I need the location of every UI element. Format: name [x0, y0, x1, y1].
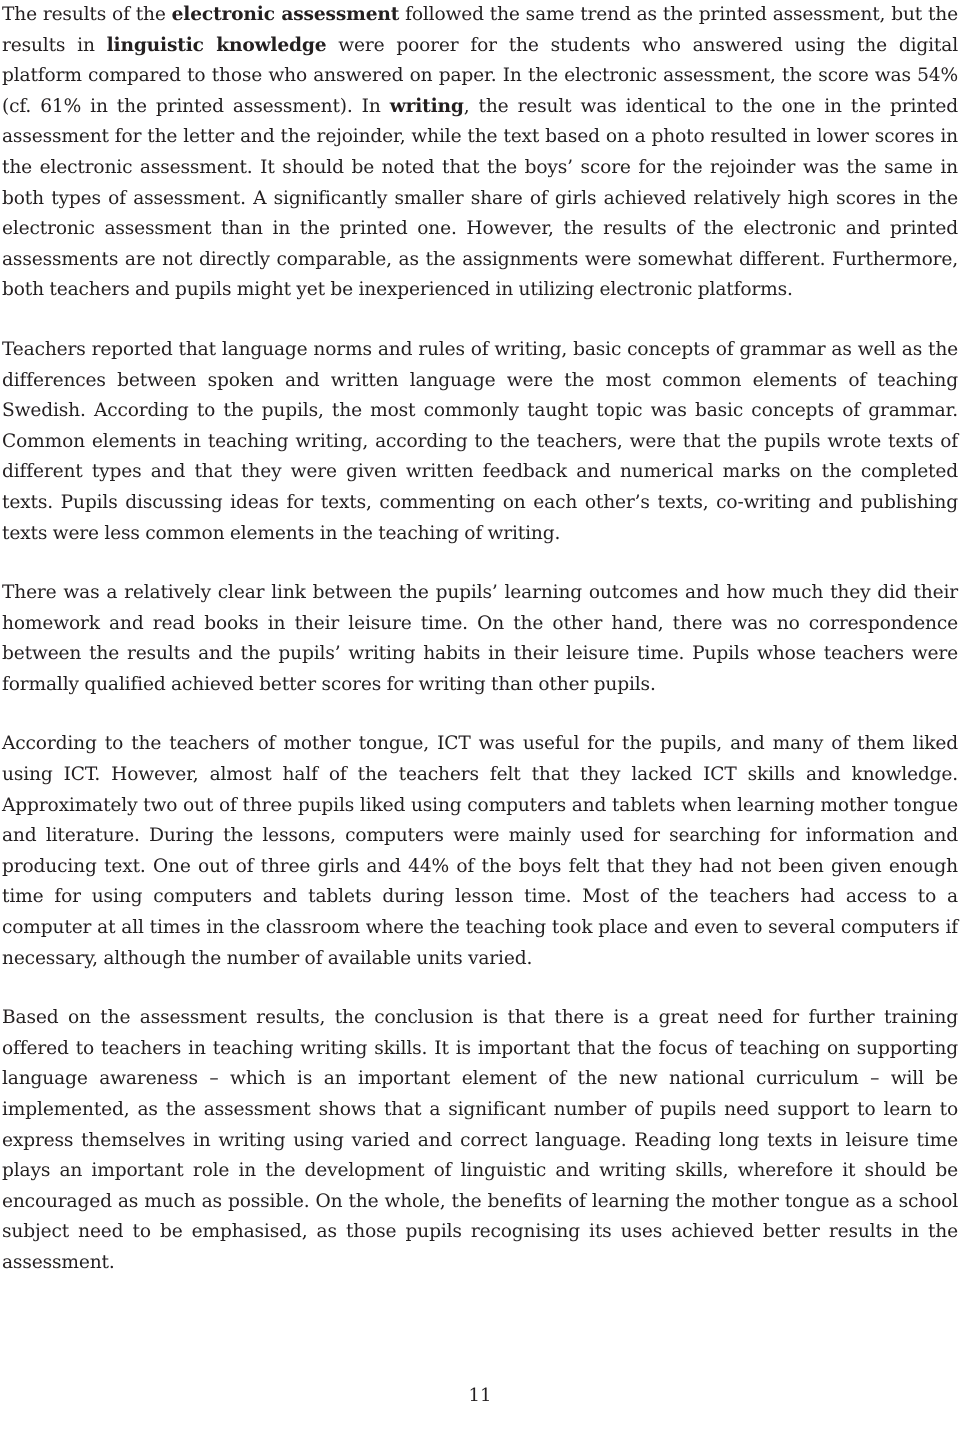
bold-term: electronic assessment	[171, 4, 400, 25]
text-run: The results of the	[2, 4, 172, 25]
text-run: There was a relatively clear link between the pupils’ learning outcomes and how much they did their homework and read books in their leisure time. On the other hand, there was no correspondence between the results and the pupils’ writing habits in their leisure time. Pupils whose teachers were formally qualified achieved better scores for writing than other pupils.	[2, 582, 958, 695]
text-run: , the result was identical to the one in the printed assessment for the letter and the rejoinder, while the text based on a photo resulted in lower scores in the electronic assessment. It should be noted that the boys’ score for the rejoinder was the same in both types of assessment. A significantly smaller share of girls achieved relatively high scores in the electronic assessment than in the printed one. However, the results of the electronic and printed assessments are not directly comparable, as the assignments were somewhat different. Furthermore, both teachers and pupils might yet be inexperienced in utilizing electronic platforms.	[2, 95, 958, 301]
text-run: followed the same trend as the printed assessment, but the results in	[2, 4, 958, 56]
paragraph-learning-outcomes	[2, 578, 958, 700]
text-run: According to the teachers of mother tongue, ICT was useful for the pupils, and many of them liked using ICT. However, almost half of the teachers felt that they lacked ICT skills and knowledge. Approximately two out of three pupils liked using computers and tablets when learning mother tongue and literature. During the lessons, computers were mainly used for searching for information and producing text. One out of three girls and 44% of the boys felt that they had not been given enough time for using computers and tablets during lesson time. Most of the teachers had access to a computer at all times in the classroom where the teaching took place and even to several computers if necessary, although the number of available units varied.	[2, 733, 958, 969]
page-number: 11	[468, 1385, 492, 1406]
text-run: Teachers reported that language norms and rules of writing, basic concepts of grammar as well as the differences between spoken and written language were the most common elements of teaching Swedish. According to the pupils, the most commonly taught topic was basic concepts of grammar. Common elements in teaching writing, according to the teachers, were that the pupils wrote texts of different types and that they were given written feedback and numerical marks on the completed texts. Pupils discussing ideas for texts, commenting on each other’s texts, co-writing and publishing texts were less common elements in the teaching of writing.	[2, 338, 958, 544]
paragraph-teaching-swedish	[2, 335, 958, 549]
paragraph-electronic-assessment	[2, 0, 958, 306]
text-run: Based on the assessment results, the conclusion is that there is a great need for further training offered to teachers in teaching writing skills. It is important that the focus of teaching on supporting language awareness – which is an important element of the new national curriculum – will be implemented, as the assessment shows that a significant number of pupils need support to learn to express themselves in writing using varied and correct language. Reading long texts in leisure time plays an important role in the development of linguistic and writing skills, wherefore it should be encouraged as much as possible. On the whole, the benefits of learning the mother tongue as a school subject need to be emphasised, as those pupils recognising its uses achieved better results in the assessment.	[2, 1007, 958, 1273]
paragraph-conclusion	[2, 1003, 958, 1278]
paragraph-ict	[2, 729, 958, 974]
document-page	[2, 0, 958, 1308]
bold-term: linguistic knowledge	[106, 34, 327, 56]
bold-term: writing	[389, 95, 464, 117]
text-run: were poorer for the students who answered using the digital platform compared to those who answered on paper. In the electronic assessment, the score was 54% (cf. 61% in the printed assessment). In	[2, 34, 958, 117]
